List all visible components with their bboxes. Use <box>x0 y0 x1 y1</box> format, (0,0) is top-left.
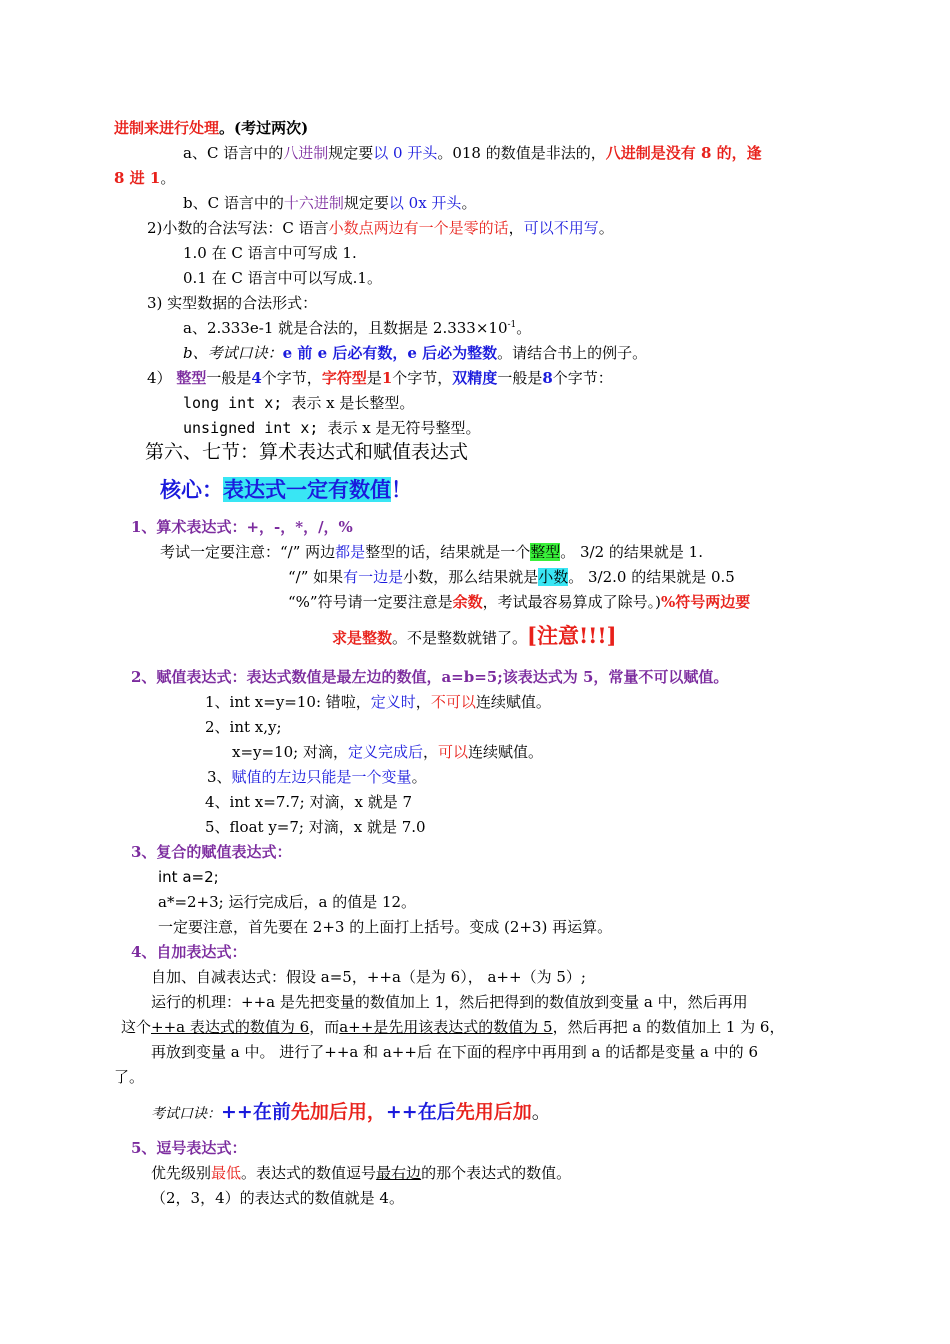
text-span: 字符型 <box>321 369 367 387</box>
highlighted-text: 整型 <box>530 543 561 561</box>
text-span: 规定要 <box>343 194 389 212</box>
text-span: -1 <box>507 320 517 330</box>
text-span: 余数 <box>452 593 483 611</box>
text-span: b、考试口诀： <box>183 344 283 362</box>
text-span: ，然后再把 a 的数值加上 1 为 6， <box>552 1018 785 1036</box>
text-span: ， <box>415 693 431 711</box>
text-span: 。(考过两次) <box>219 119 309 137</box>
text-line: 0.1 在 C 语言中可以写成.1。 <box>183 269 382 287</box>
text-span: 8 <box>542 369 553 387</box>
text-span: %符号两边要 <box>660 593 751 611</box>
text-span: [注意!!!] <box>527 623 617 648</box>
code-span: unsigned int x; <box>183 419 328 437</box>
text-span: 后用， <box>328 1101 386 1123</box>
underlined-text: a++是先用该表达式的数值为 5 <box>339 1018 553 1036</box>
underlined-text: 最右边 <box>376 1164 422 1182</box>
text-span: ++在前 <box>221 1101 291 1123</box>
section-heading: 第六、七节：算术表达式和赋值表达式 <box>145 441 469 463</box>
text-span: 八进制 <box>283 144 329 162</box>
text-span: 。 <box>531 1101 551 1123</box>
text-line: 自加、自减表达式：假设 a=5，++a（是为 6）， a++（为 5）; <box>151 968 586 986</box>
text-line <box>147 218 614 238</box>
text-span: 不可以 <box>430 693 476 711</box>
text-span: 8 进 1 <box>114 169 161 187</box>
text-span: 这个 <box>121 1018 152 1036</box>
text-span: 。不是整数就错了。 <box>392 629 528 647</box>
text-span: ， <box>423 743 439 761</box>
text-span: a、2.333e-1 就是合法的，且数据是 2.333×10 <box>183 319 508 337</box>
text-span: 进制来进行处理 <box>114 119 220 137</box>
text-span: 后加 <box>493 1101 532 1123</box>
text-span: 4） <box>147 369 172 387</box>
text-line <box>183 343 647 363</box>
highlighted-text: 小数 <box>538 568 569 586</box>
code-span: long int x; <box>183 394 292 412</box>
section-title: 4、自加表达式： <box>131 943 247 961</box>
text-line: 4、int x=7.7; 对滴，x 就是 7 <box>205 793 413 811</box>
text-line <box>288 592 750 612</box>
text-span: 双精度 <box>452 369 498 387</box>
text-span: 的那个表达式的数值。 <box>421 1164 572 1182</box>
text-span: 八进制是没有 8 的，逢 <box>605 144 762 162</box>
text-span: 核心： <box>160 477 223 502</box>
text-line <box>332 623 617 648</box>
text-span: a、C 语言中的 <box>183 144 284 162</box>
text-line <box>151 1099 551 1127</box>
text-span: 可以不用写 <box>523 219 599 237</box>
text-line <box>183 143 762 163</box>
text-span: “/” 如果 <box>288 568 344 586</box>
text-span: b、C 语言中的 <box>183 194 284 212</box>
text-span: 规定要 <box>328 144 374 162</box>
text-line <box>207 767 427 787</box>
text-line: 1.0 在 C 语言中可写成 1. <box>183 244 357 262</box>
section-title: 1、算术表达式：+，-，*，/，% <box>131 518 353 536</box>
text-line: 5、float y=7; 对滴，x 就是 7.0 <box>205 818 426 836</box>
text-span: 以 0x 开头 <box>388 194 462 212</box>
text-line <box>232 742 543 762</box>
section-title: 3、复合的赋值表达式： <box>131 843 292 861</box>
section-title: 5、逗号表达式： <box>131 1139 247 1157</box>
section-title: 2、赋值表达式：表达式数值是最左边的数值，a=b=5;该表达式为 5，常量不可以赋值。 <box>131 668 729 686</box>
text-span: ， <box>508 219 524 237</box>
text-span: 以 0 开头 <box>373 144 438 162</box>
text-line <box>205 692 551 712</box>
text-line <box>160 542 703 562</box>
text-span: 最低 <box>211 1164 242 1182</box>
text-span: 一般是 <box>497 369 543 387</box>
text-line <box>183 318 531 338</box>
text-span: 2)小数的合法写法：C 语言 <box>147 219 329 237</box>
text-span: 连续赋值。 <box>475 693 551 711</box>
text-span: 表示 x 是无符号整型。 <box>327 419 481 437</box>
text-span: 。请结合书上的例子。 <box>497 344 648 362</box>
text-span: 4 <box>251 369 262 387</box>
text-span: 考试一定要注意：“/” 两边 <box>160 543 336 561</box>
underlined-text: ++a 表达式的数值为 6 <box>151 1018 310 1036</box>
text-line <box>183 418 481 438</box>
text-line <box>183 193 476 213</box>
text-span: 表示 x 是长整型。 <box>291 394 415 412</box>
text-line <box>288 567 735 587</box>
text-line: 2、int x,y; <box>205 718 282 736</box>
text-span: x=y=10; 对滴， <box>232 743 348 761</box>
text-line: 运行的机理：++a 是先把变量的数值加上 1，然后把得到的数值放到变量 a 中，然后再用 <box>151 993 748 1011</box>
text-line <box>183 393 414 413</box>
text-line <box>121 1017 784 1037</box>
text-span: ！ <box>391 477 412 502</box>
text-span: 。018 的数值是非法的， <box>437 144 606 162</box>
text-span: 定义完成后 <box>347 743 423 761</box>
text-span: 小数点两边有一个是零的话 <box>328 219 509 237</box>
text-span: 整型 <box>176 369 207 387</box>
text-span: 求是整数 <box>332 629 393 647</box>
text-span: 连续赋值。 <box>468 743 544 761</box>
text-span: 。 <box>461 194 477 212</box>
text-line: a*=2+3; 运行完成后，a 的值是 12。 <box>158 893 417 911</box>
text-span: 个字节， <box>261 369 322 387</box>
text-span: 3、 <box>207 768 232 786</box>
text-span: 。 <box>516 319 532 337</box>
text-span: 小数，那么结果就是 <box>403 568 539 586</box>
text-span: 。表达式的数值逗号 <box>241 1164 377 1182</box>
text-span: 。 <box>411 768 427 786</box>
text-span: 。 <box>160 169 176 187</box>
text-span: 1、int x=y=10: 错啦， <box>205 693 371 711</box>
text-span: 个字节， <box>392 369 453 387</box>
text-line: 了。 <box>114 1068 145 1086</box>
highlighted-text: 表达式一定有数值 <box>223 477 391 502</box>
text-span: 定义时 <box>370 693 416 711</box>
text-line: 3) 实型数据的合法形式： <box>147 294 318 312</box>
text-span: ++在后 <box>385 1101 456 1123</box>
text-span: e 前 e 后必有数，e 后必为整数 <box>282 344 498 362</box>
text-line <box>114 168 175 188</box>
text-line: 再放到变量 a 中。 进行了++a 和 a++后 在下面的程序中再用到 a 的话都是变量 a 中的 6 <box>151 1043 758 1061</box>
text-span: 有一边是 <box>343 568 404 586</box>
text-span: 先用 <box>455 1101 494 1123</box>
text-line: int a=2; <box>158 868 219 886</box>
text-span: 。 <box>598 219 614 237</box>
text-span: 1 <box>381 369 393 387</box>
text-span: 赋值的左边只能是一个变量 <box>231 768 412 786</box>
text-span: 。 3/2.0 的结果就是 0.5 <box>568 568 735 586</box>
text-span: 都是 <box>335 543 366 561</box>
text-span: 。 3/2 的结果就是 1. <box>560 543 703 561</box>
text-span: 优先级别 <box>151 1164 212 1182</box>
text-span: 个字节： <box>552 369 613 387</box>
text-span: ，而 <box>309 1018 340 1036</box>
text-span: 十六进制 <box>283 194 344 212</box>
text-span: “%”符号请一定要注意是 <box>288 593 453 611</box>
text-span: ，考试最容易算成了除号。) <box>482 593 661 611</box>
text-span: 考试口诀： <box>151 1106 221 1122</box>
text-line <box>114 118 308 138</box>
text-span: 整型的话，结果就是一个 <box>365 543 531 561</box>
text-span: 先加 <box>290 1101 329 1123</box>
text-span: 一般是 <box>206 369 252 387</box>
text-line: （2，3，4）的表达式的数值就是 4。 <box>151 1189 404 1207</box>
text-span: 可以 <box>438 743 469 761</box>
text-line: 一定要注意，首先要在 2+3 的上面打上括号。变成 (2+3) 再运算。 <box>158 918 613 936</box>
text-line <box>151 1163 571 1183</box>
text-span: 是 <box>366 369 382 387</box>
core-statement <box>160 476 412 504</box>
text-line <box>147 368 613 388</box>
